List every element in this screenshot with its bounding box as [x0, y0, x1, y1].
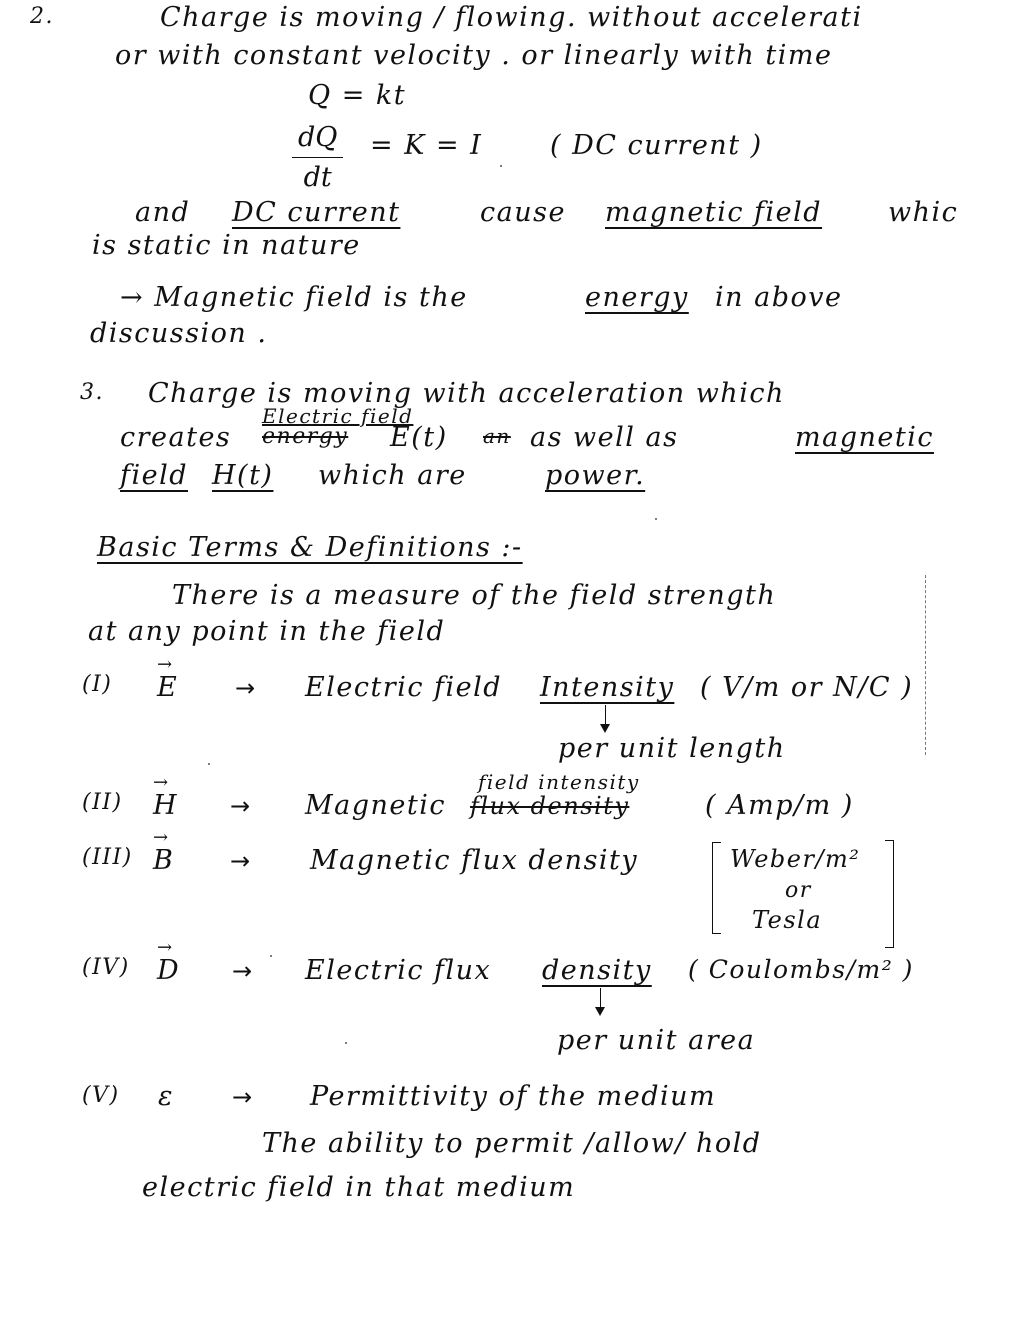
intro-line-2: at any point in the field: [88, 616, 446, 647]
equation-dq-dt: [292, 122, 343, 193]
margin-dashed-line: [925, 575, 926, 755]
item-label: Electric field: [305, 672, 503, 703]
vector-d-symbol: → D: [157, 955, 179, 986]
energy-underlined: energy: [585, 282, 689, 313]
equation-rhs: = K = I: [370, 130, 483, 161]
scan-speck: [500, 165, 502, 167]
section-2-line-1: Charge is moving / flowing. without accelerati: [160, 2, 863, 33]
right-arrow-icon: →: [232, 1083, 253, 1111]
fraction-denominator: dt: [303, 162, 332, 193]
as-well-as: as well as: [530, 422, 679, 453]
right-arrow-icon: →: [230, 847, 251, 875]
dc-current-note: ( DC current ): [550, 130, 763, 161]
right-arrow-icon: →: [230, 792, 251, 820]
magnetic-field-underlined: magnetic field: [605, 197, 823, 228]
item-number: (II): [82, 790, 123, 815]
section-3-number: 3.: [80, 380, 104, 405]
item-label: Magnetic: [305, 790, 447, 821]
power-underlined: power.: [545, 460, 646, 491]
down-arrow-icon: [605, 705, 606, 731]
unit-or: or: [785, 878, 812, 903]
permittivity-desc-1: The ability to permit /allow/ hold: [262, 1128, 762, 1159]
right-arrow-icon: →: [232, 957, 253, 985]
right-arrow-icon: →: [235, 674, 256, 702]
line-3-and: and: [135, 197, 191, 228]
statement-tail: in above: [715, 282, 843, 313]
right-bracket: [885, 840, 894, 948]
an-struck: an: [483, 424, 511, 448]
magnetic-field-statement: → Magnetic field is the: [120, 282, 468, 313]
item-unit: ( V/m or N/C ): [700, 672, 914, 703]
item-number: (III): [82, 845, 133, 870]
field-underlined: field: [120, 460, 189, 491]
density-underlined: density: [542, 955, 652, 986]
section-2-number: 2.: [30, 4, 54, 29]
scan-speck: [655, 518, 657, 520]
h-of-t: H(t): [212, 460, 274, 491]
down-arrow-icon: [600, 988, 601, 1014]
section-2-line-4: is static in nature: [92, 230, 361, 261]
item-number: (V): [82, 1083, 120, 1108]
unit-tesla: Tesla: [752, 906, 823, 934]
equation-q-kt: Q = kt: [308, 80, 407, 111]
line-3-which: whic: [888, 197, 959, 228]
intro-line-1: There is a measure of the field strength: [172, 580, 777, 611]
magnetic-underlined: magnetic: [795, 422, 934, 453]
per-unit-area-note: per unit area: [557, 1025, 756, 1056]
fraction-numerator: dQ: [292, 122, 343, 158]
permittivity-desc-2: electric field in that medium: [142, 1172, 576, 1203]
item-number: (I): [82, 672, 113, 697]
section-3-creates: creates: [120, 422, 232, 453]
left-bracket: [712, 842, 721, 934]
which-are: which are: [318, 460, 467, 491]
item-label: Magnetic flux density: [310, 845, 639, 876]
item-number: (IV): [82, 955, 130, 980]
e-of-t: E(t): [390, 422, 448, 453]
flux-density-struck: flux density: [470, 792, 630, 820]
epsilon-symbol: ε: [158, 1081, 174, 1112]
section-2-line-2: or with constant velocity . or linearly with time: [115, 40, 833, 71]
item-label: Permittivity of the medium: [310, 1081, 717, 1112]
unit-weber: Weber/m²: [730, 845, 861, 873]
item-unit: ( Coulombs/m² ): [688, 955, 914, 984]
electric-field-insert: Electric field: [262, 404, 414, 428]
scan-speck: [270, 955, 272, 957]
field-intensity-insert: field intensity: [478, 770, 640, 794]
dc-current-underlined: DC current: [232, 197, 401, 228]
vector-b-symbol: → B: [153, 845, 173, 876]
per-unit-length-note: per unit length: [558, 733, 786, 764]
scan-speck: [345, 1042, 347, 1044]
statement-line-2: discussion .: [90, 318, 268, 349]
intensity-underlined: Intensity: [540, 672, 675, 703]
line-3-cause: cause: [480, 197, 566, 228]
section-3-line-1: Charge is moving with acceleration which: [148, 378, 785, 409]
vector-h-symbol: → H: [153, 790, 177, 821]
item-label: Electric flux: [305, 955, 492, 986]
vector-e-symbol: → E: [157, 672, 177, 703]
scan-speck: [208, 763, 210, 765]
item-unit: ( Amp/m ): [705, 790, 854, 821]
basic-terms-heading: Basic Terms & Definitions :-: [97, 532, 523, 563]
energy-struck: energy: [262, 424, 349, 449]
